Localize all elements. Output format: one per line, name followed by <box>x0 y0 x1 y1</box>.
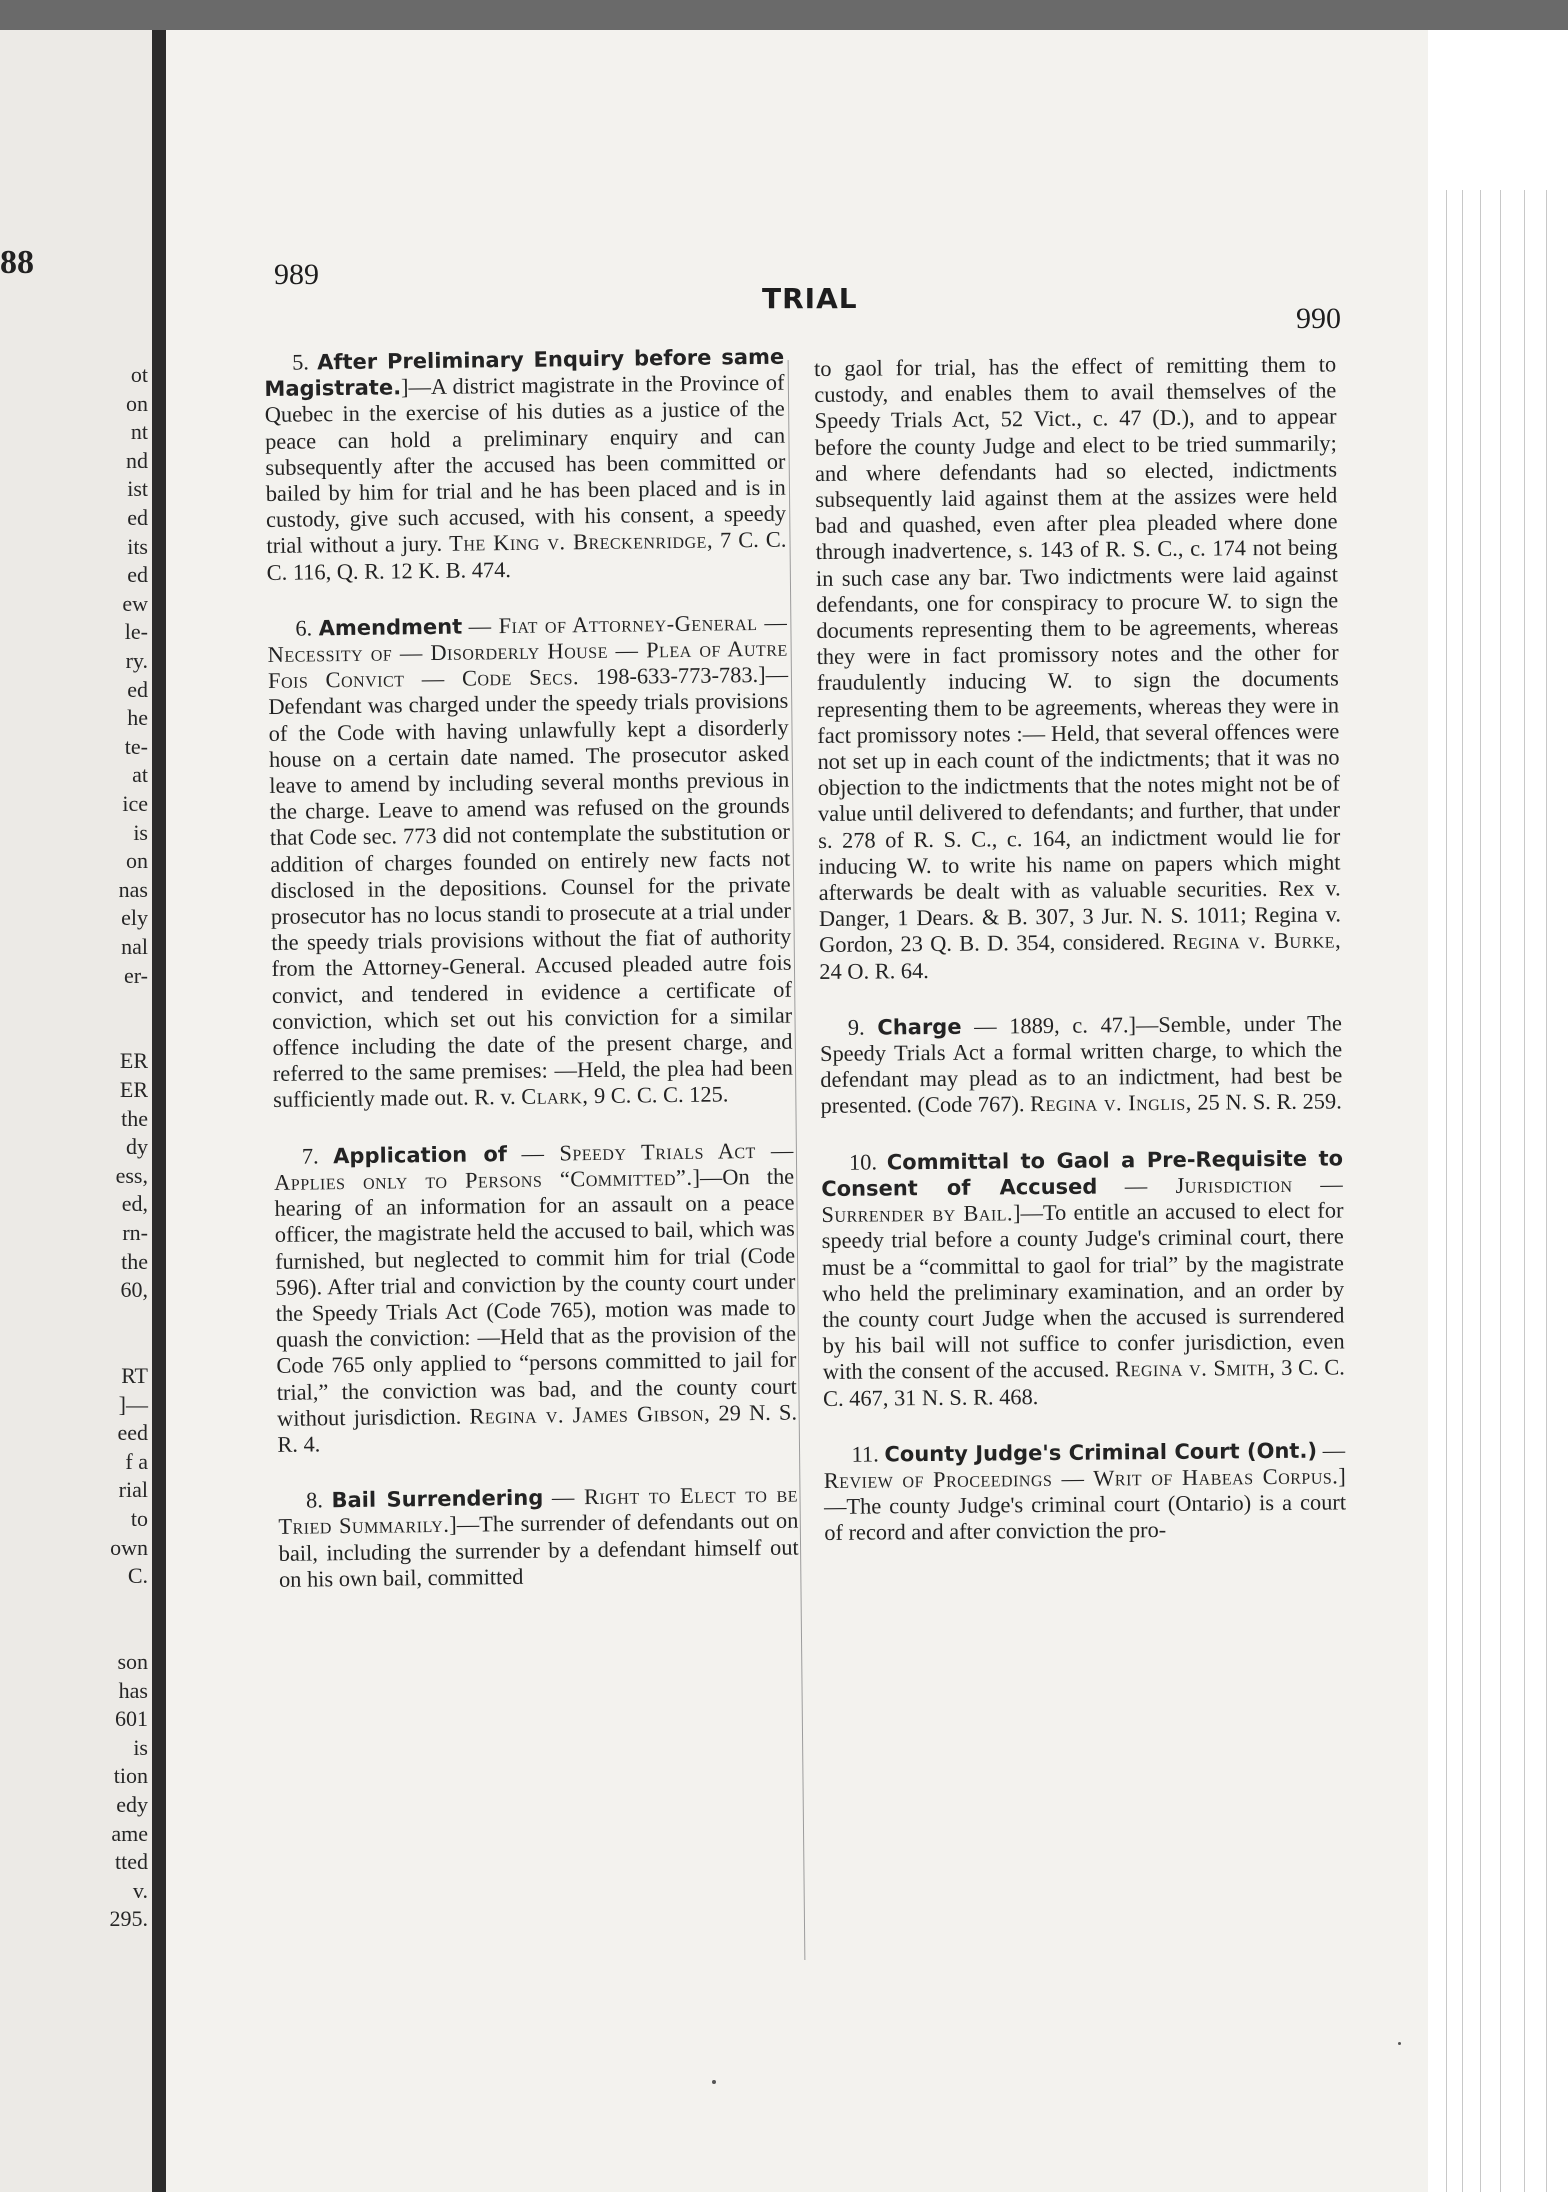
previous-page-fragment: own <box>110 1534 148 1560</box>
previous-page-fragment: is <box>133 1734 148 1760</box>
previous-page-fragment: v. <box>132 1877 148 1903</box>
entry-title: Amendment <box>318 614 463 641</box>
entry-body: ]—The county Judge's criminal court (Ontario) is a court of record and after conviction the pro- <box>823 1463 1347 1546</box>
previous-page-fragment: nal <box>121 934 148 959</box>
previous-page-fragment: nas <box>118 876 148 902</box>
previous-page-fragment: eed <box>117 1420 148 1446</box>
previous-page-fragment: edy <box>116 1792 148 1817</box>
previous-page-fragment: he <box>127 705 148 731</box>
previous-page-fragment: rn- <box>122 1220 148 1245</box>
case-citation-prefix: R. v. <box>474 1084 516 1110</box>
entry-body: ]—The surrender of defendants out on bail, including the surrender by a defendant himself out on his own bail, committed <box>278 1507 799 1592</box>
previous-page-fragment: ed, <box>121 1191 148 1217</box>
left-page-number: 989 <box>274 258 319 291</box>
entry-body: ]—To entitle an accused to elect for speedy trial before a county Judge's criminal court, there must be a “committal to gaol for trial” by the magistrate who held the preliminary examination, and an order by the county court Judge when the accused is surrendered by his bail will not suffice to confer jurisdiction, even with the consent of the accused. <box>821 1197 1345 1385</box>
case-reference: 7 C. C. C. 116, Q. R. 12 K. B. 474. <box>266 527 787 585</box>
previous-page-fragment: at <box>132 762 148 788</box>
entry-title: Bail Surrendering <box>331 1485 544 1513</box>
entry-title: Committal to Gaol a Pre-Requisite to Consent of Accused <box>821 1146 1344 1201</box>
previous-page-fragment: ER <box>119 1048 148 1074</box>
right-page-number: 990 <box>1296 302 1341 335</box>
right-column <box>814 351 1347 1576</box>
case-reference: 24 O. R. 64. <box>819 957 929 984</box>
entry-body: ]—Defendant was charged under the speedy trials provisions of the Code with having unlawfully kept a disorderly house on a certain date named. The prosecutor asked leave to amend by including several months previous in the charge. Leave to amend was refused on the grounds that Code sec. 773 did not contemplate the substitution or addition of charges founded on entirely new facts not disclosed in the depositions. Counsel for the private prosecutor has no locus standi to prosecute at a trial under the speedy trials provisions without the fiat of authority from the Attorney-General. Accused pleaded autre fois convict, and tendered in evidence a certificate of conviction, which set out his conviction for a similar offence including the date of the present charge, and referred to the same premises: —Held, the plea had been sufficiently made out. <box>268 661 793 1113</box>
case-reference: 3 C. C. C. 467, 31 N. S. R. 468. <box>822 1354 1345 1411</box>
previous-page-fragment: ry. <box>125 648 148 673</box>
previous-page-fragment: ER <box>119 1077 148 1102</box>
scan-speck <box>712 2080 716 2084</box>
previous-page-fragment: ew <box>122 590 148 616</box>
previous-page <box>0 30 152 2192</box>
previous-page-fragment: ely <box>121 905 148 931</box>
left-column <box>264 344 800 1623</box>
entry-8-continued <box>814 351 1341 984</box>
entry-6 <box>267 609 793 1113</box>
previous-page-fragment: f a <box>125 1448 148 1474</box>
entry-number: 9. <box>847 1014 865 1040</box>
previous-page-fragment: the <box>121 1105 148 1131</box>
previous-page-fragment: ]— <box>118 1391 148 1417</box>
case-reference: 29 N. S. R. 4. <box>277 1399 798 1457</box>
entry-headnote-sections: 198-633-773-783. <box>595 662 759 690</box>
case-reference: 9 C. C. C. 125. <box>593 1081 729 1109</box>
entry-5 <box>264 344 787 586</box>
entry-number: 11. <box>851 1441 879 1467</box>
entry-headnote: — Fiat of Attorney-General — Necessity of — Disorderly House — Plea of Autre Fois Convict — Code Secs. <box>267 609 788 694</box>
entry-number: 7. <box>301 1143 319 1169</box>
previous-page-fragment: ess, <box>115 1162 148 1188</box>
entry-body: ]—A district magistrate in the Province of Quebec in the exercise of his duties as a justice of the peace can hold a preliminary enquiry and can subsequently after the accused has been committed or bailed by him for trial and he has been placed and is in custody, give such accused, with his consent, a speedy trial without a jury. <box>264 369 787 559</box>
previous-page-fragment: has <box>118 1677 148 1703</box>
previous-page-fragment: is <box>133 819 148 845</box>
entry-number: 5. <box>291 349 310 375</box>
entry-title: After Preliminary Enquiry before same Magistrate. <box>264 344 785 402</box>
case-citation: Clark, <box>521 1083 589 1110</box>
entry-number: 8. <box>305 1487 324 1513</box>
entry-9 <box>820 1010 1343 1119</box>
previous-page-fragment: nd <box>126 447 148 473</box>
entry-title: Application of <box>333 1141 508 1168</box>
entry-8 <box>278 1482 799 1593</box>
running-title: TRIAL <box>762 282 858 315</box>
entry-headnote: — Jurisdiction — Surrender by Bail. <box>821 1171 1344 1228</box>
previous-page-fragment: tted <box>115 1849 148 1875</box>
scan-speck <box>1398 2042 1401 2045</box>
previous-page-fragment: rial <box>118 1477 148 1503</box>
entry-headnote: — 1889, c. 47. <box>974 1012 1129 1039</box>
previous-page-fragment: 60, <box>120 1277 148 1303</box>
entry-title: County Judge's Criminal Court (Ont.) <box>884 1438 1318 1467</box>
previous-page-fragment: ed <box>127 676 148 702</box>
entry-headnote: — Right to Elect to be Tried Summarily. <box>278 1481 799 1540</box>
previous-page-fragment: RT <box>121 1363 148 1388</box>
previous-page-fragment: ed <box>127 562 148 588</box>
scan-background <box>0 0 1568 30</box>
previous-page-fragment: ame <box>111 1820 148 1846</box>
case-citation: Regina v. Inglis, <box>1029 1090 1192 1117</box>
book-page <box>166 30 1428 2192</box>
previous-page-fragment: its <box>127 533 148 559</box>
previous-page-fragment: C. <box>127 1563 148 1589</box>
entry-body: ]—Semble, under The Speedy Trials Act a formal written charge, to which the defendant may plead as to an indictment, had best be presented. (Code 767). <box>819 1010 1343 1119</box>
previous-page-fragment: te- <box>124 733 148 759</box>
previous-page-fragment: ot <box>130 362 148 387</box>
previous-page-fragment: to <box>130 1506 148 1531</box>
case-citation: The King v. Breckenridge, <box>449 527 714 557</box>
entry-body: to gaol for trial, has the effect of remitting them to custody, and enables them to avail themselves of the Speedy Trials Act, 52 Vict., c. 47 (D.), and to appear before the county Judge and elect to be tried summarily; and where defendants had so elected, indictments subsequently laid against them at the assizes were held bad and quashed, even after plea pleaded where done through inadvertence, s. 143 of R. S. C., c. 174 not being in such case any bar. Two indictments were laid against defendants, one for conspiracy to procure W. to sign the documents representing them to be agreements, whereas they were in fact promissory notes and the other for fraudulently inducing W. to sign the documents representing them to be agreements, whereas they were in fact promissory notes :— Held, that several offences were not set up in each count of the indictments; that it was no objection to the indictments that the notes might not be of value until delivered to defendants; and further, that under s. 278 of R. S. C., c. 164, an indictment would lie for inducing W. to write his name on papers which might afterwards be dealt with as valuable securities. Rex v. Danger, 1 Dears. & B. 307, 3 Jur. N. S. 1011; Regina v. Gordon, 23 Q. B. D. 354, considered. <box>814 351 1342 958</box>
entry-body: ]—On the hearing of an information for an assault on a peace officer, the magistrate held the accused to bail, which was furnished, but neglected to commit him for trial (Code 596). After trial and conviction by the county court under the Speedy Trials Act (Code 765), motion was made to quash the conviction: —Held that as the provision of the Code 765 only applied to “persons committed to jail for trial,” the conviction was bad, and the county court without jurisdiction. <box>274 1163 797 1431</box>
entry-number: 10. <box>848 1149 878 1175</box>
entry-7 <box>274 1137 798 1458</box>
previous-page-fragment: 601 <box>115 1706 148 1732</box>
previous-page-fragment: ist <box>127 476 148 502</box>
previous-page-fragment: le- <box>124 619 148 645</box>
previous-page-fragment: on <box>126 848 148 874</box>
previous-page-number: 88 <box>0 244 34 281</box>
entry-headnote: — Speedy Trials Act — Applies only to Persons “Committed”. <box>274 1137 794 1195</box>
previous-page-fragment: ed <box>127 505 148 530</box>
case-citation: Regina v. Smith, <box>1115 1355 1276 1382</box>
entry-number: 6. <box>295 615 313 641</box>
entry-title: Charge <box>877 1014 962 1040</box>
previous-page-fragment: tion <box>113 1763 148 1789</box>
previous-page-fragment: the <box>121 1248 148 1274</box>
previous-page-fragment: son <box>117 1649 148 1674</box>
previous-page-fragment: ice <box>122 791 148 816</box>
entry-headnote: — Review of Proceedings — Writ of Habeas Corpus. <box>823 1437 1346 1493</box>
case-citation: Regina v. James Gibson, <box>469 1400 711 1429</box>
previous-page-fragment: nt <box>130 419 148 445</box>
entry-10 <box>821 1145 1345 1412</box>
previous-page-fragment: on <box>126 390 148 416</box>
entry-11 <box>823 1437 1346 1546</box>
book-gutter <box>152 30 166 2192</box>
previous-page-fragment: 295. <box>109 1906 148 1932</box>
case-reference: 25 N. S. R. 259. <box>1197 1088 1342 1116</box>
previous-page-fragment: er- <box>124 962 148 988</box>
previous-page-fragment: dy <box>126 1134 148 1160</box>
case-citation: Regina v. Burke, <box>1172 927 1342 955</box>
page-stack-edge <box>1428 30 1568 2192</box>
